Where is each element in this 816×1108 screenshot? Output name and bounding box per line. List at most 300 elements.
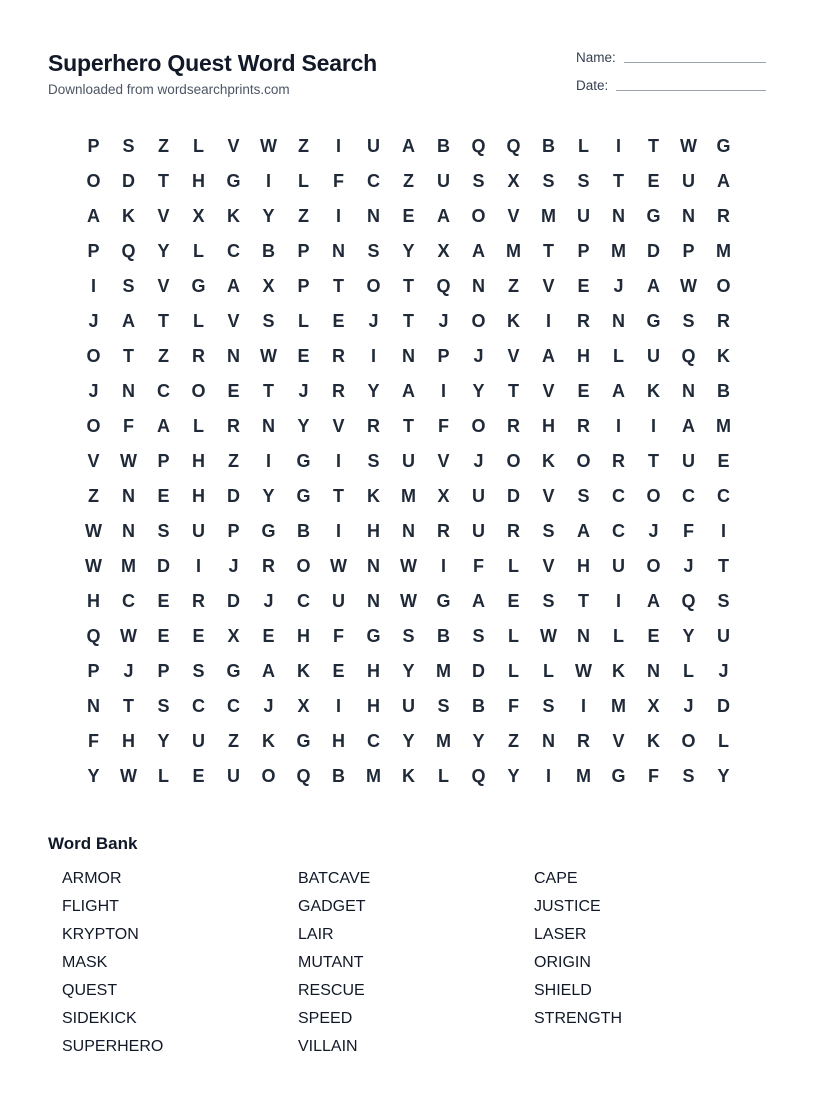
grid-letter: E (717, 451, 730, 471)
grid-letter: G (646, 311, 661, 331)
grid-letter: L (613, 626, 624, 646)
grid-letter: N (122, 486, 135, 506)
word-bank-item: RESCUE (298, 982, 365, 999)
grid-letter: J (88, 311, 99, 331)
grid-letter: S (542, 696, 555, 716)
grid-letter: F (123, 416, 134, 436)
grid-letter: Q (471, 136, 486, 156)
grid-letter: Y (297, 416, 310, 436)
grid-letter: G (436, 591, 451, 611)
word-bank-item: FLIGHT (62, 898, 119, 915)
grid-letter: Y (262, 486, 275, 506)
grid-letter: D (227, 486, 240, 506)
grid-letter: A (647, 276, 660, 296)
grid-letter: T (403, 311, 414, 331)
grid-letter: H (577, 556, 590, 576)
grid-letter: F (508, 696, 519, 716)
grid-letter: I (545, 766, 551, 786)
grid-letter: T (123, 346, 134, 366)
grid-letter: A (612, 381, 625, 401)
grid-letter: A (402, 136, 415, 156)
grid-letter: B (437, 136, 450, 156)
grid-letter: O (576, 451, 591, 471)
grid-letter: Y (402, 731, 415, 751)
grid-letter: E (577, 381, 590, 401)
grid-letter: G (611, 766, 626, 786)
grid-letter: M (716, 241, 731, 261)
grid-letter: E (192, 766, 205, 786)
grid-letter: Z (298, 206, 309, 226)
grid-letter: R (577, 416, 590, 436)
grid-letter: E (402, 206, 415, 226)
grid-letter: V (542, 556, 555, 576)
grid-letter: J (123, 661, 134, 681)
grid-letter: S (402, 626, 415, 646)
grid-letter: J (228, 556, 239, 576)
grid-letter: R (717, 311, 730, 331)
grid-letter: P (87, 661, 100, 681)
grid-letter: E (192, 626, 205, 646)
grid-letter: X (647, 696, 660, 716)
grid-letter: R (717, 206, 730, 226)
grid-letter: C (367, 171, 380, 191)
grid-letter: F (473, 556, 484, 576)
grid-letter: L (193, 311, 204, 331)
grid-letter: K (647, 381, 660, 401)
grid-letter: H (577, 346, 590, 366)
word-bank-item: QUEST (62, 982, 118, 999)
grid-letter: P (157, 661, 170, 681)
grid-letter: T (333, 276, 344, 296)
grid-letter: G (366, 626, 381, 646)
grid-letter: N (402, 346, 415, 366)
grid-letter: C (367, 731, 380, 751)
grid-letter: H (367, 521, 380, 541)
grid-letter: J (683, 556, 694, 576)
date-field (576, 78, 766, 93)
grid-letter: U (227, 766, 240, 786)
grid-letter: L (508, 661, 519, 681)
grid-letter: H (122, 731, 135, 751)
grid-letter: Z (158, 136, 169, 156)
grid-letter: E (157, 626, 170, 646)
grid-letter: U (332, 591, 345, 611)
grid-letter: I (615, 591, 621, 611)
grid-letter: U (402, 451, 415, 471)
grid-letter: M (436, 661, 451, 681)
grid-letter: S (542, 521, 555, 541)
word-bank-item: SHIELD (534, 982, 592, 999)
grid-letter: W (120, 766, 137, 786)
grid-letter: T (333, 486, 344, 506)
grid-letter: K (367, 486, 380, 506)
grid-letter: L (543, 661, 554, 681)
grid-letter: O (296, 556, 311, 576)
grid-letter: O (716, 276, 731, 296)
grid-letter: L (508, 626, 519, 646)
grid-letter: O (86, 171, 101, 191)
grid-letter: Z (88, 486, 99, 506)
grid-letter: Y (682, 626, 695, 646)
grid-letter: J (263, 591, 274, 611)
word-bank-item: SPEED (298, 1010, 353, 1027)
grid-letter: A (472, 241, 485, 261)
grid-letter: R (612, 451, 625, 471)
grid-letter: H (367, 696, 380, 716)
grid-letter: I (195, 556, 201, 576)
page-title: Superhero Quest Word Search (48, 50, 378, 76)
grid-letter: V (542, 276, 555, 296)
grid-letter: G (716, 136, 731, 156)
grid-letter: C (122, 591, 135, 611)
grid-letter: H (542, 416, 555, 436)
grid-letter: Q (506, 136, 521, 156)
grid-letter: M (611, 696, 626, 716)
name-label: Name: (576, 50, 616, 65)
grid-letter: L (193, 241, 204, 261)
grid-letter: C (157, 381, 170, 401)
grid-letter: I (90, 276, 96, 296)
grid-letter: A (157, 416, 170, 436)
grid-letter: Y (507, 766, 520, 786)
grid-letter: V (157, 206, 170, 226)
grid-letter: I (265, 171, 271, 191)
grid-letter: F (683, 521, 694, 541)
word-bank-item: STRENGTH (534, 1010, 622, 1027)
grid-letter: E (647, 171, 660, 191)
grid-letter: M (436, 731, 451, 751)
grid-letter: P (157, 451, 170, 471)
grid-letter: H (87, 591, 100, 611)
grid-letter: A (122, 311, 135, 331)
grid-letter: A (262, 661, 275, 681)
grid-letter: C (612, 521, 625, 541)
grid-letter: V (227, 311, 240, 331)
grid-letter: Q (121, 241, 136, 261)
word-bank-item: VILLAIN (298, 1038, 358, 1055)
word-bank (62, 865, 770, 1061)
grid-letter: I (335, 521, 341, 541)
grid-letter: R (507, 416, 520, 436)
grid-letter: B (297, 521, 310, 541)
grid-letter: X (297, 696, 310, 716)
grid-letter: P (577, 241, 590, 261)
grid-letter: T (123, 696, 134, 716)
grid-letter: H (192, 171, 205, 191)
grid-letter: A (542, 346, 555, 366)
grid-letter: E (297, 346, 310, 366)
grid-letter: N (227, 346, 240, 366)
grid-letter: S (472, 626, 485, 646)
grid-letter: S (542, 171, 555, 191)
letter-grid (76, 129, 741, 794)
grid-letter: R (367, 416, 380, 436)
grid-letter: D (647, 241, 660, 261)
grid-letter: N (122, 521, 135, 541)
grid-letter: J (613, 276, 624, 296)
grid-letter: P (87, 241, 100, 261)
grid-letter: R (437, 521, 450, 541)
grid-letter: V (612, 731, 625, 751)
grid-letter: L (508, 556, 519, 576)
grid-letter: W (120, 626, 137, 646)
grid-letter: E (262, 626, 275, 646)
grid-letter: J (473, 346, 484, 366)
grid-letter: K (647, 731, 660, 751)
grid-letter: L (718, 731, 729, 751)
grid-letter: J (648, 521, 659, 541)
word-bank-item: GADGET (298, 898, 366, 915)
grid-letter: O (506, 451, 521, 471)
grid-letter: W (680, 276, 697, 296)
grid-letter: M (611, 241, 626, 261)
grid-letter: U (367, 136, 380, 156)
word-bank-item: CAPE (534, 870, 578, 887)
grid-letter: M (541, 206, 556, 226)
grid-letter: D (507, 486, 520, 506)
word-bank-item: LAIR (298, 926, 334, 943)
grid-letter: Q (681, 591, 696, 611)
grid-letter: B (437, 626, 450, 646)
grid-letter: K (122, 206, 135, 226)
grid-letter: S (367, 241, 380, 261)
grid-letter: J (263, 696, 274, 716)
word-bank-item: MASK (62, 954, 108, 971)
grid-letter: B (262, 241, 275, 261)
grid-letter: G (261, 521, 276, 541)
grid-letter: Y (157, 241, 170, 261)
grid-letter: V (227, 136, 240, 156)
grid-letter: I (370, 346, 376, 366)
grid-letter: V (157, 276, 170, 296)
grid-letter: G (296, 451, 311, 471)
grid-letter: C (297, 591, 310, 611)
word-bank-title: Word Bank (48, 834, 138, 853)
grid-letter: G (296, 731, 311, 751)
grid-letter: A (227, 276, 240, 296)
grid-letter: Y (402, 241, 415, 261)
grid-letter: W (260, 346, 277, 366)
grid-letter: W (330, 556, 347, 576)
grid-letter: V (542, 381, 555, 401)
grid-letter: Z (508, 731, 519, 751)
grid-letter: O (86, 346, 101, 366)
grid-letter: D (122, 171, 135, 191)
grid-letter: W (575, 661, 592, 681)
grid-letter: J (298, 381, 309, 401)
grid-letter: S (717, 591, 730, 611)
grid-letter: O (471, 311, 486, 331)
grid-letter: D (472, 661, 485, 681)
grid-letter: Y (472, 731, 485, 751)
grid-letter: J (438, 311, 449, 331)
grid-letter: W (540, 626, 557, 646)
grid-letter: X (507, 171, 520, 191)
grid-letter: O (86, 416, 101, 436)
grid-letter: S (262, 311, 275, 331)
grid-letter: M (576, 766, 591, 786)
grid-letter: S (577, 486, 590, 506)
grid-letter: N (542, 731, 555, 751)
grid-letter: D (227, 591, 240, 611)
grid-letter: S (122, 136, 135, 156)
grid-letter: P (682, 241, 695, 261)
grid-letter: B (332, 766, 345, 786)
grid-letter: A (472, 591, 485, 611)
word-bank-item: KRYPTON (62, 926, 139, 943)
grid-letter: S (682, 766, 695, 786)
grid-letter: W (400, 556, 417, 576)
grid-letter: U (192, 731, 205, 751)
word-bank-item: BATCAVE (298, 870, 371, 887)
grid-letter: I (265, 451, 271, 471)
grid-letter: Z (403, 171, 414, 191)
grid-letter: J (683, 696, 694, 716)
grid-letter: I (335, 451, 341, 471)
grid-letter: B (717, 381, 730, 401)
grid-letter: P (87, 136, 100, 156)
grid-letter: N (367, 591, 380, 611)
grid-letter: W (120, 451, 137, 471)
grid-letter: N (122, 381, 135, 401)
grid-letter: S (157, 696, 170, 716)
grid-letter: P (437, 346, 450, 366)
grid-letter: T (543, 241, 554, 261)
grid-letter: F (438, 416, 449, 436)
grid-letter: Z (228, 731, 239, 751)
grid-letter: U (717, 626, 730, 646)
grid-letter: C (717, 486, 730, 506)
grid-letter: H (192, 486, 205, 506)
grid-letter: Y (367, 381, 380, 401)
grid-letter: O (191, 381, 206, 401)
grid-letter: N (87, 696, 100, 716)
grid-letter: C (612, 486, 625, 506)
grid-letter: T (403, 416, 414, 436)
grid-letter: R (507, 521, 520, 541)
grid-letter: M (366, 766, 381, 786)
grid-letter: J (368, 311, 379, 331)
name-field (576, 50, 766, 65)
grid-letter: C (192, 696, 205, 716)
grid-letter: I (440, 556, 446, 576)
grid-letter: E (157, 591, 170, 611)
grid-letter: A (402, 381, 415, 401)
word-bank-item: ARMOR (62, 870, 122, 887)
grid-letter: J (473, 451, 484, 471)
grid-letter: N (647, 661, 660, 681)
grid-letter: U (192, 521, 205, 541)
grid-letter: I (545, 311, 551, 331)
grid-letter: Q (681, 346, 696, 366)
grid-letter: N (472, 276, 485, 296)
grid-letter: N (682, 206, 695, 226)
grid-letter: K (227, 206, 240, 226)
grid-letter: U (437, 171, 450, 191)
grid-letter: N (367, 206, 380, 226)
grid-letter: G (191, 276, 206, 296)
grid-letter: L (193, 416, 204, 436)
grid-letter: O (366, 276, 381, 296)
grid-letter: X (437, 486, 450, 506)
grid-letter: Y (157, 731, 170, 751)
grid-letter: S (192, 661, 205, 681)
grid-letter: L (683, 661, 694, 681)
grid-letter: U (612, 556, 625, 576)
grid-letter: P (297, 276, 310, 296)
grid-letter: K (612, 661, 625, 681)
word-bank-item: MUTANT (298, 954, 364, 971)
grid-letter: A (577, 521, 590, 541)
grid-letter: T (263, 381, 274, 401)
grid-letter: I (615, 136, 621, 156)
grid-letter: Z (158, 346, 169, 366)
grid-letter: H (367, 661, 380, 681)
grid-letter: G (646, 206, 661, 226)
grid-letter: K (297, 661, 310, 681)
grid-letter: E (332, 661, 345, 681)
source-subtitle: Downloaded from wordsearchprints.com (48, 82, 290, 97)
grid-letter: N (612, 311, 625, 331)
grid-letter: S (682, 311, 695, 331)
grid-letter: J (718, 661, 729, 681)
grid-letter: T (508, 381, 519, 401)
grid-letter: K (542, 451, 555, 471)
grid-letter: P (227, 521, 240, 541)
grid-letter: K (402, 766, 415, 786)
grid-letter: R (262, 556, 275, 576)
grid-letter: E (577, 276, 590, 296)
grid-letter: Q (471, 766, 486, 786)
grid-letter: T (648, 451, 659, 471)
grid-letter: L (298, 171, 309, 191)
grid-letter: K (507, 311, 520, 331)
word-bank-item: SUPERHERO (62, 1038, 164, 1055)
grid-letter: Z (508, 276, 519, 296)
grid-letter: W (85, 521, 102, 541)
grid-letter: F (333, 626, 344, 646)
grid-letter: W (400, 591, 417, 611)
grid-letter: V (507, 206, 520, 226)
grid-letter: T (648, 136, 659, 156)
grid-letter: L (578, 136, 589, 156)
grid-letter: N (367, 556, 380, 576)
grid-letter: R (192, 591, 205, 611)
grid-letter: T (403, 276, 414, 296)
grid-letter: M (121, 556, 136, 576)
grid-letter: X (437, 241, 450, 261)
grid-letter: R (332, 381, 345, 401)
grid-letter: L (193, 136, 204, 156)
grid-letter: N (262, 416, 275, 436)
grid-letter: H (332, 731, 345, 751)
grid-letter: E (647, 626, 660, 646)
grid-letter: D (157, 556, 170, 576)
grid-letter: O (261, 766, 276, 786)
grid-letter: V (87, 451, 100, 471)
grid-letter: O (646, 556, 661, 576)
grid-letter: R (332, 346, 345, 366)
grid-letter: Q (436, 276, 451, 296)
grid-letter: N (682, 381, 695, 401)
grid-letter: A (87, 206, 100, 226)
grid-letter: T (613, 171, 624, 191)
grid-letter: L (613, 346, 624, 366)
grid-letter: N (332, 241, 345, 261)
grid-letter: U (647, 346, 660, 366)
word-bank-item: SIDEKICK (62, 1010, 137, 1027)
grid-letter: S (157, 521, 170, 541)
